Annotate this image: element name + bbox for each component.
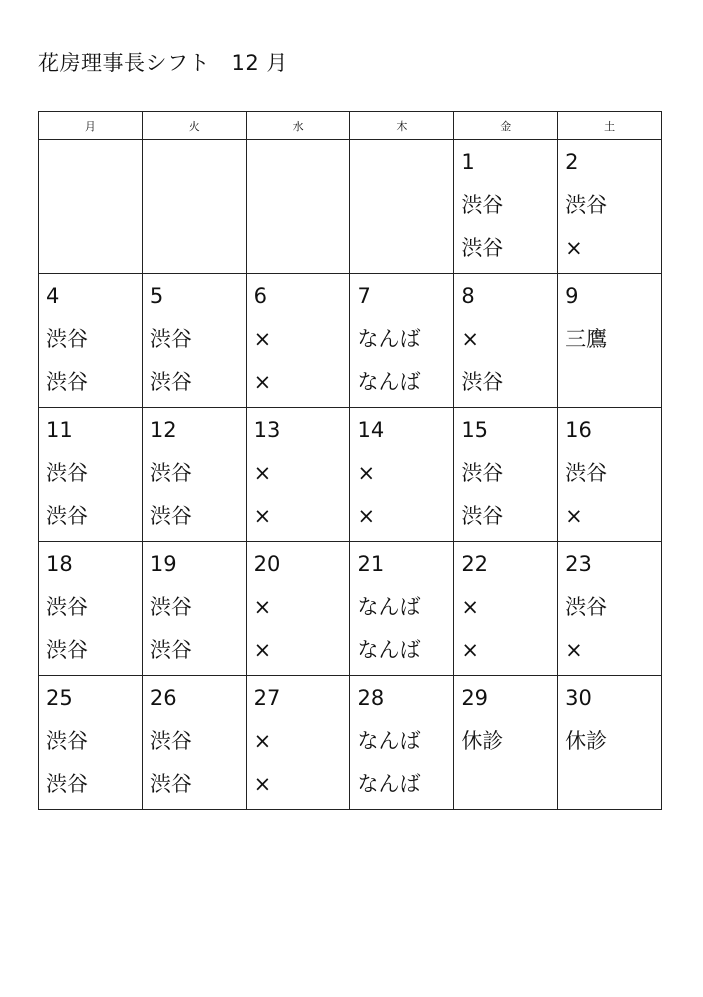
pm-shift	[150, 230, 246, 273]
day-cell-content	[454, 676, 557, 809]
day-cell-content	[247, 140, 350, 273]
pm-shift: 渋谷	[149, 504, 192, 528]
day-number: 5	[149, 284, 164, 308]
shift-calendar	[38, 111, 662, 810]
day-cell-content	[39, 274, 142, 407]
day-cell	[39, 274, 143, 408]
day-cell	[454, 274, 558, 408]
pm-shift: 渋谷	[46, 772, 88, 796]
day-cell	[246, 140, 350, 274]
am-shift: ×	[461, 327, 479, 351]
day-number: 25	[46, 686, 73, 710]
pm-shift: なんば	[357, 370, 421, 394]
day-cell-content	[247, 542, 350, 675]
am-shift	[46, 187, 142, 230]
pm-shift: なんば	[357, 772, 421, 796]
day-cell	[350, 140, 454, 274]
am-shift: 渋谷	[149, 595, 192, 619]
day-cell-content	[454, 542, 557, 675]
week-row	[39, 140, 662, 274]
day-cell-content	[558, 676, 661, 809]
day-cell	[246, 542, 350, 676]
am-shift: なんば	[357, 327, 421, 351]
day-number: 27	[253, 686, 281, 710]
am-shift: 渋谷	[149, 729, 192, 753]
day-number: 2	[565, 150, 579, 174]
pm-shift: 渋谷	[46, 638, 88, 662]
pm-shift: ×	[253, 370, 272, 394]
day-cell	[142, 140, 246, 274]
week-row	[39, 274, 662, 408]
calendar-body	[39, 140, 662, 810]
pm-shift: 渋谷	[149, 638, 192, 662]
day-number: 7	[357, 284, 371, 308]
day-cell	[558, 542, 662, 676]
day-number	[46, 144, 142, 187]
day-cell	[454, 408, 558, 542]
day-number: 8	[461, 284, 475, 308]
day-cell	[558, 140, 662, 274]
day-cell	[350, 274, 454, 408]
am-shift: なんば	[357, 729, 421, 753]
am-shift: ×	[253, 729, 272, 753]
pm-shift: 渋谷	[149, 772, 192, 796]
pm-shift: 渋谷	[149, 370, 192, 394]
day-number: 12	[149, 418, 177, 442]
pm-shift: ×	[253, 504, 272, 528]
day-cell-content	[454, 408, 557, 541]
day-number: 18	[46, 552, 73, 576]
day-cell-content	[454, 274, 557, 407]
pm-shift	[461, 766, 557, 809]
am-shift: 休診	[461, 729, 504, 753]
day-cell-content	[558, 542, 661, 675]
day-cell	[142, 542, 246, 676]
day-number	[150, 144, 246, 187]
day-cell-content	[247, 676, 350, 809]
day-cell-content	[39, 676, 142, 809]
am-shift: 渋谷	[149, 327, 192, 351]
am-shift: 渋谷	[149, 461, 192, 485]
pm-shift: ×	[565, 504, 583, 528]
day-cell	[350, 676, 454, 810]
am-shift	[357, 187, 453, 230]
week-row	[39, 676, 662, 810]
day-cell	[558, 408, 662, 542]
weekday-header: 火	[142, 112, 246, 140]
day-cell	[39, 542, 143, 676]
weekday-header: 月	[39, 112, 143, 140]
pm-shift: ×	[461, 638, 479, 662]
day-cell	[142, 274, 246, 408]
day-number: 15	[461, 418, 489, 442]
am-shift: ×	[253, 327, 272, 351]
am-shift: ×	[357, 461, 376, 485]
pm-shift: ×	[253, 772, 272, 796]
day-number: 21	[357, 552, 385, 576]
day-cell	[39, 408, 143, 542]
day-number: 29	[461, 686, 489, 710]
day-number: 6	[253, 284, 268, 308]
day-cell-content	[143, 542, 246, 675]
am-shift	[150, 187, 246, 230]
pm-shift: 渋谷	[46, 504, 88, 528]
am-shift: 渋谷	[565, 595, 608, 619]
day-number: 13	[253, 418, 281, 442]
day-cell-content	[143, 274, 246, 407]
pm-shift: ×	[565, 236, 583, 260]
day-cell	[454, 542, 558, 676]
am-shift: 休診	[565, 729, 608, 753]
weekday-header: 木	[350, 112, 454, 140]
day-number: 9	[565, 284, 579, 308]
day-cell	[39, 676, 143, 810]
weekday-header: 金	[454, 112, 558, 140]
am-shift: ×	[253, 595, 272, 619]
day-number: 20	[253, 552, 281, 576]
day-cell-content	[558, 140, 661, 273]
am-shift: なんば	[357, 595, 421, 619]
day-number: 30	[565, 686, 592, 710]
pm-shift	[46, 230, 142, 273]
pm-shift: 渋谷	[461, 504, 504, 528]
pm-shift: なんば	[357, 638, 421, 662]
am-shift: 渋谷	[565, 461, 608, 485]
pm-shift	[565, 766, 661, 809]
day-number: 28	[357, 686, 385, 710]
day-cell-content	[143, 408, 246, 541]
am-shift: 渋谷	[461, 193, 504, 217]
pm-shift	[254, 230, 350, 273]
day-cell-content	[454, 140, 557, 273]
pm-shift: ×	[253, 638, 272, 662]
day-number: 16	[565, 418, 592, 442]
day-cell	[558, 274, 662, 408]
day-cell	[454, 676, 558, 810]
day-number: 26	[149, 686, 177, 710]
day-number: 11	[46, 418, 73, 442]
pm-shift: 渋谷	[46, 370, 88, 394]
am-shift: 三鷹	[565, 327, 608, 351]
day-cell	[142, 676, 246, 810]
pm-shift	[357, 230, 453, 273]
day-cell-content	[143, 676, 246, 809]
weekday-header: 水	[246, 112, 350, 140]
day-cell-content	[143, 140, 246, 273]
am-shift	[254, 187, 350, 230]
am-shift: 渋谷	[46, 595, 88, 619]
day-cell-content	[350, 140, 453, 273]
pm-shift: 渋谷	[461, 370, 504, 394]
pm-shift: ×	[357, 504, 376, 528]
day-number: 23	[565, 552, 592, 576]
day-cell-content	[247, 274, 350, 407]
day-cell-content	[39, 140, 142, 273]
day-number: 1	[461, 150, 475, 174]
day-number	[357, 144, 453, 187]
day-number: 14	[357, 418, 385, 442]
day-cell	[350, 408, 454, 542]
day-cell-content	[247, 408, 350, 541]
day-cell-content	[350, 542, 453, 675]
day-cell-content	[39, 408, 142, 541]
day-cell	[558, 676, 662, 810]
am-shift: ×	[461, 595, 479, 619]
weekday-header: 土	[558, 112, 662, 140]
weekday-header-row	[39, 112, 662, 140]
day-cell-content	[350, 408, 453, 541]
am-shift: 渋谷	[461, 461, 504, 485]
am-shift: 渋谷	[46, 327, 88, 351]
day-cell	[246, 274, 350, 408]
day-cell-content	[39, 542, 142, 675]
week-row	[39, 542, 662, 676]
am-shift: ×	[253, 461, 272, 485]
am-shift: 渋谷	[46, 461, 88, 485]
day-cell-content	[350, 676, 453, 809]
day-cell	[454, 140, 558, 274]
am-shift: 渋谷	[565, 193, 608, 217]
day-cell	[142, 408, 246, 542]
day-cell	[350, 542, 454, 676]
week-row	[39, 408, 662, 542]
day-cell	[246, 408, 350, 542]
day-number: 4	[46, 284, 60, 308]
day-cell	[246, 676, 350, 810]
am-shift: 渋谷	[46, 729, 88, 753]
day-cell	[39, 140, 143, 274]
pm-shift: ×	[565, 638, 583, 662]
pm-shift: 渋谷	[461, 236, 504, 260]
day-cell-content	[558, 408, 661, 541]
page-title: 花房理事長シフト 12 月	[38, 51, 288, 75]
day-number	[254, 144, 350, 187]
day-number: 22	[461, 552, 489, 576]
day-cell-content	[350, 274, 453, 407]
day-cell-content	[558, 274, 661, 407]
day-number: 19	[149, 552, 177, 576]
pm-shift	[565, 364, 661, 407]
